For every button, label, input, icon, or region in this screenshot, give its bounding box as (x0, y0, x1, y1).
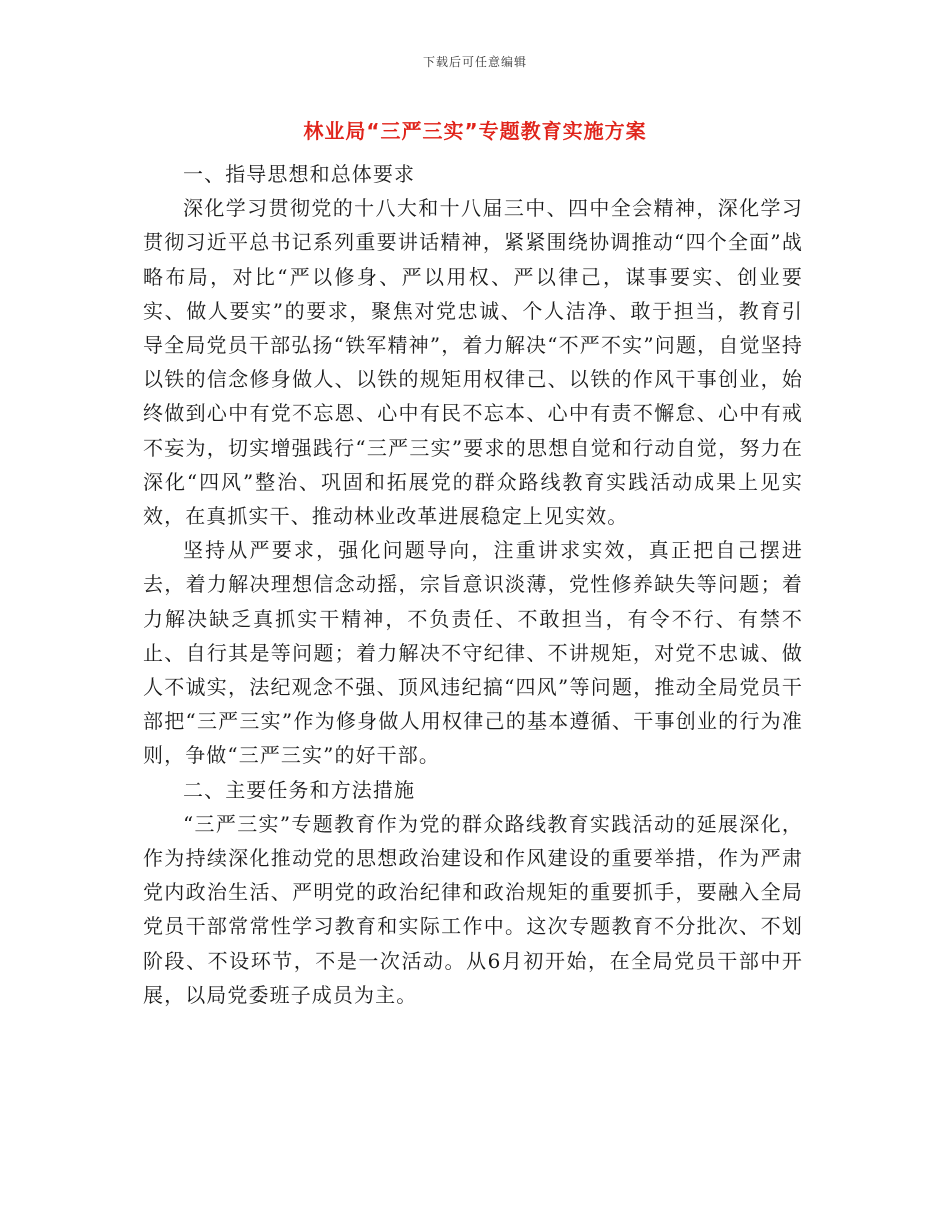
paragraph: 坚持从严要求，强化问题导向，注重讲求实效，真正把自己摆进去，着力解决理想信念动摇，宗旨意识淡薄，党性修养缺失等问题；着力解决缺乏真抓实干精神，不负责任、不敢担当，有令不行、有禁不止、自行其是等问题；着力解决不守纪律、不讲规矩，对党不忠诚、做人不诚实，法纪观念不强、顶风违纪搞“四风”等问题，推动全局党员干部把“三严三实”作为修身做人用权律己的基本遵循、干事创业的行为准则，争做“三严三实”的好干部。 (143, 538, 803, 768)
document-body (143, 157, 803, 1012)
section-heading: 一、指导思想和总体要求 (183, 162, 416, 186)
header-note: 下载后可任意编辑 (422, 55, 527, 69)
paragraph: 深化学习贯彻党的十八大和十八届三中、四中全会精神，深化学习贯彻习近平总书记系列重要讲话精神，紧紧围绕协调推动“四个全面”战略布局，对比“严以修身、严以用权、严以律己，谋事要实、创业要实、做人要实”的要求，聚焦对党忠诚、个人洁净、敢于担当，教育引导全局党员干部弘扬“铁军精神”，着力解决“不严不实”问题，自觉坚持以铁的信念修身做人、以铁的规矩用权律己、以铁的作风干事创业，始终做到心中有党不忘恩、心中有民不忘本、心中有责不懈怠、心中有戒不妄为，切实增强践行“三严三实”要求的思想自觉和行动自觉，努力在深化“四风”整治、巩固和拓展党的群众路线教育实践活动成果上见实效，在真抓实干、推动林业改革进展稳定上见实效。 (143, 196, 803, 529)
section-heading: 二、主要任务和方法措施 (183, 777, 416, 802)
document-title: 林业局“三严三实”专题教育实施方案 (303, 119, 647, 143)
paragraph: “三严三实”专题教育作为党的群众路线教育实践活动的延展深化，作为持续深化推动党的思想政治建设和作风建设的重要举措，作为严肃党内政治生活、严明党的政治纪律和政治规矩的重要抓手，要融入全局党员干部常常性学习教育和实际工作中。这次专题教育不分批次、不划阶段、不设环节，不是一次活动。从6月初开始，在全局党员干部中开展，以局党委班子成员为主。 (143, 811, 803, 1007)
